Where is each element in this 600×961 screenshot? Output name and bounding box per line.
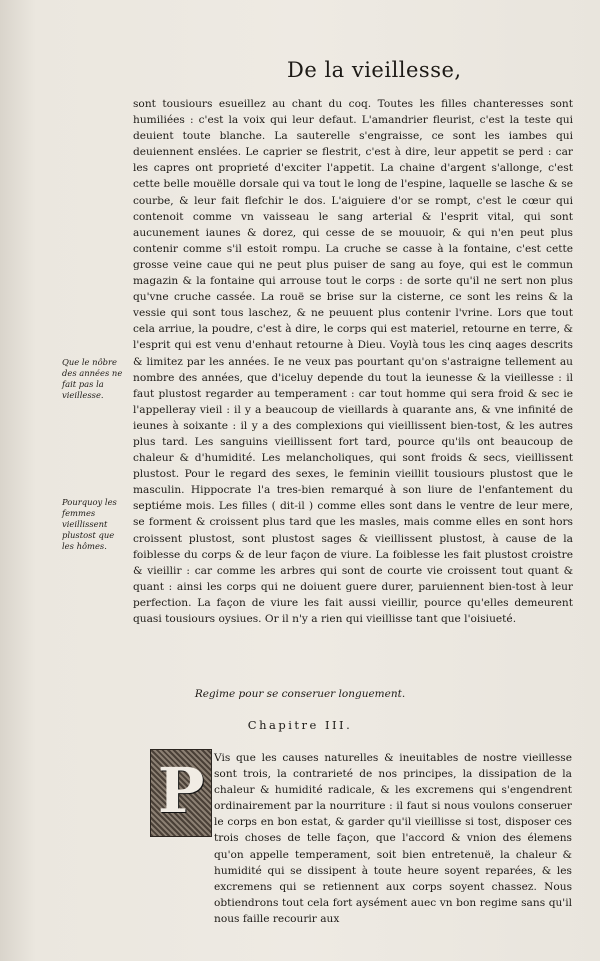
running-head: De la vieillesse,	[287, 58, 462, 82]
margin-note-years: Que le nôbre des années ne fait pas la vieillesse.	[62, 357, 123, 400]
drop-cap-letter: P	[157, 754, 205, 827]
margin-note-women: Pourquoy les femmes vieillissent plustost que les hômes.	[62, 497, 117, 551]
main-text	[133, 96, 573, 627]
chapter-paragraph: Vis que les causes naturelles & ineuitables de nostre vieillesse sont trois, la contrarieté de nos principes, la dissipation de la chaleur & humidité radicale, & les excremens qui s'engendrent ordinairement par la nourriture : il faut si nous voulons conseruer le corps en bon estat, & garder qu'il vieillisse si tost, disposer ces trois choses de telle façon, que l'accord & vnion des élemens qu'on appelle temperament, soit bien entretenuë, la chaleur & humidité qui se dissipent à toute heure soyent reparées, & les excremens qui se retiennent aux corps soyent chassez. Nous obtiendrons tout cela fort aysément auec vn bon regime sans qu'il nous faille recourir aux	[214, 752, 572, 925]
chapter-heading: Chapitre III.	[247, 718, 353, 732]
body-paragraph: sont tousiours esueillez au chant du coq. Toutes les filles chanteresses sont humiliées : c'est la voix qui leur defaut. L'amandrier fleurist, c'est la teste qui deuient toute blanche. La sauterelle s'engraisse, ce sont les iambes qui deuiennent enslées. Le caprier se flestrit, c'est à dire, leur appetit se perd : car les capres ont proprieté d'exciter l'appetit. La chaine d'argent s'allonge, c'est cette belle mouëlle dorsale qui va tout le long de l'espine, laquelle se lasche & se courbe, & leur fait flefchir le dos. L'aiguiere d'or se rompt, c'est le cœur qui contenoit comme vn vaisseau le sang arterial & l'esprit vital, qui sont aucunement iaunes & dorez, qui cesse de se mouuoir, & qui n'en peut plus contenir comme s'il estoit rompu. La cruche se casse à la fontaine, c'est cette grosse veine caue qui ne peut plus puiser de sang au foye, qui est le commun magazin & la fontaine qui arrouse tout le corps : de sorte qu'il ne sert non plus qu'vne cruche cassée. La rouë se brise sur la cisterne, ce sont les reins & la vessie qui sont tous laschez, & ne peuuent plus contenir l'vrine. Lors que tout cela arriue, la poudre, c'est à dire, le corps qui est materiel, retourne en terre, & l'esprit qui est venu d'enhaut retourne à Dieu. Voylà tous les cinq aages descrits & limitez par les années. Ie ne veux pas pourtant qu'on s'astraigne tellement au nombre des années, que d'iceluy depende du tout la ieunesse & la vieillesse : il faut plustost regarder au temperament : car tout homme qui sera froid & sec ie l'appelleray vieil : il y a beaucoup de vieillards à quarante ans, & vne infinité de ieunes à soixante : il y a des complexions qui vieillissent bien-tost, & les autres plus tard. Les sanguins vieillissent fort tard, pource qu'ils ont beaucoup de chaleur & d'humidité. Les melancholiques, qui sont froids & secs, vieillissent plustost. Pour le regard des sexes, le feminin vieillit tousiours plustost que le masculin. Hippocrate l'a tres-bien remarqué à son liure de l'enfantement du septiéme mois. Les filles ( dit-il ) comme elles sont dans le ventre de leur mere, se forment & croissent plus tard que les masles, mais comme elles en sont hors croissent plustost, sont plustost sages & vieillissent plustost, à cause de la foiblesse du corps & de leur façon de viure. La foiblesse les fait plustost croistre & vieillir : car comme les arbres qui sont de courte vie croissent tout quant & quant : ainsi les corps qui ne doiuent guere durer, paruiennent bien-tost à leur perfection. La façon de viure les fait aussi vieillir, pource qu'elles demeurent quasi tousiours oysiues. Or il n'y a rien qui vieillisse tant que l'oisiueté.	[133, 98, 573, 625]
chapter-text	[128, 750, 572, 927]
section-subtitle: Regime pour se conseruer longuement.	[194, 688, 406, 700]
